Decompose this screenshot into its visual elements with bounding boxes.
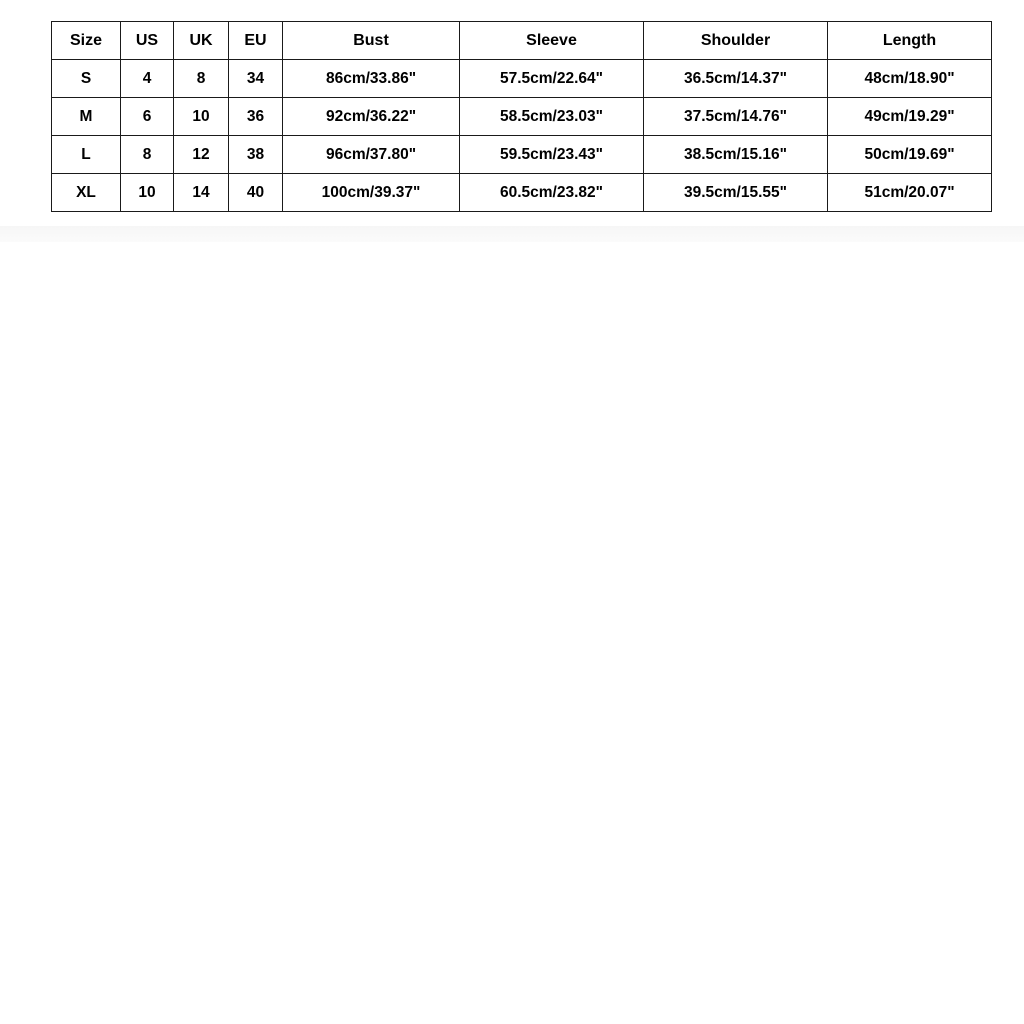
header-length: Length: [828, 22, 992, 60]
cell-eu: 38: [229, 136, 283, 174]
cell-bust: 92cm/36.22": [283, 98, 460, 136]
table-header-row: [52, 22, 992, 60]
cell-length: 48cm/18.90": [828, 60, 992, 98]
cell-us: 10: [121, 174, 174, 212]
table-row: [52, 60, 992, 98]
cell-size: L: [52, 136, 121, 174]
cell-sleeve: 57.5cm/22.64": [460, 60, 644, 98]
cell-sleeve: 59.5cm/23.43": [460, 136, 644, 174]
cell-uk: 10: [174, 98, 229, 136]
table-row: [52, 174, 992, 212]
cell-sleeve: 60.5cm/23.82": [460, 174, 644, 212]
cell-bust: 100cm/39.37": [283, 174, 460, 212]
header-sleeve: Sleeve: [460, 22, 644, 60]
header-eu: EU: [229, 22, 283, 60]
cell-size: M: [52, 98, 121, 136]
cell-length: 51cm/20.07": [828, 174, 992, 212]
size-chart-table: [51, 21, 992, 212]
cell-sleeve: 58.5cm/23.03": [460, 98, 644, 136]
header-size: Size: [52, 22, 121, 60]
cell-size: S: [52, 60, 121, 98]
header-shoulder: Shoulder: [644, 22, 828, 60]
cell-length: 50cm/19.69": [828, 136, 992, 174]
header-uk: UK: [174, 22, 229, 60]
cell-uk: 8: [174, 60, 229, 98]
cell-eu: 36: [229, 98, 283, 136]
cell-size: XL: [52, 174, 121, 212]
bottom-divider-band: [0, 226, 1024, 242]
cell-shoulder: 38.5cm/15.16": [644, 136, 828, 174]
cell-us: 8: [121, 136, 174, 174]
cell-bust: 86cm/33.86": [283, 60, 460, 98]
cell-length: 49cm/19.29": [828, 98, 992, 136]
cell-bust: 96cm/37.80": [283, 136, 460, 174]
cell-uk: 12: [174, 136, 229, 174]
table-row: [52, 98, 992, 136]
cell-eu: 40: [229, 174, 283, 212]
header-bust: Bust: [283, 22, 460, 60]
cell-eu: 34: [229, 60, 283, 98]
table-row: [52, 136, 992, 174]
cell-uk: 14: [174, 174, 229, 212]
cell-shoulder: 36.5cm/14.37": [644, 60, 828, 98]
cell-us: 6: [121, 98, 174, 136]
cell-us: 4: [121, 60, 174, 98]
cell-shoulder: 39.5cm/15.55": [644, 174, 828, 212]
cell-shoulder: 37.5cm/14.76": [644, 98, 828, 136]
header-us: US: [121, 22, 174, 60]
